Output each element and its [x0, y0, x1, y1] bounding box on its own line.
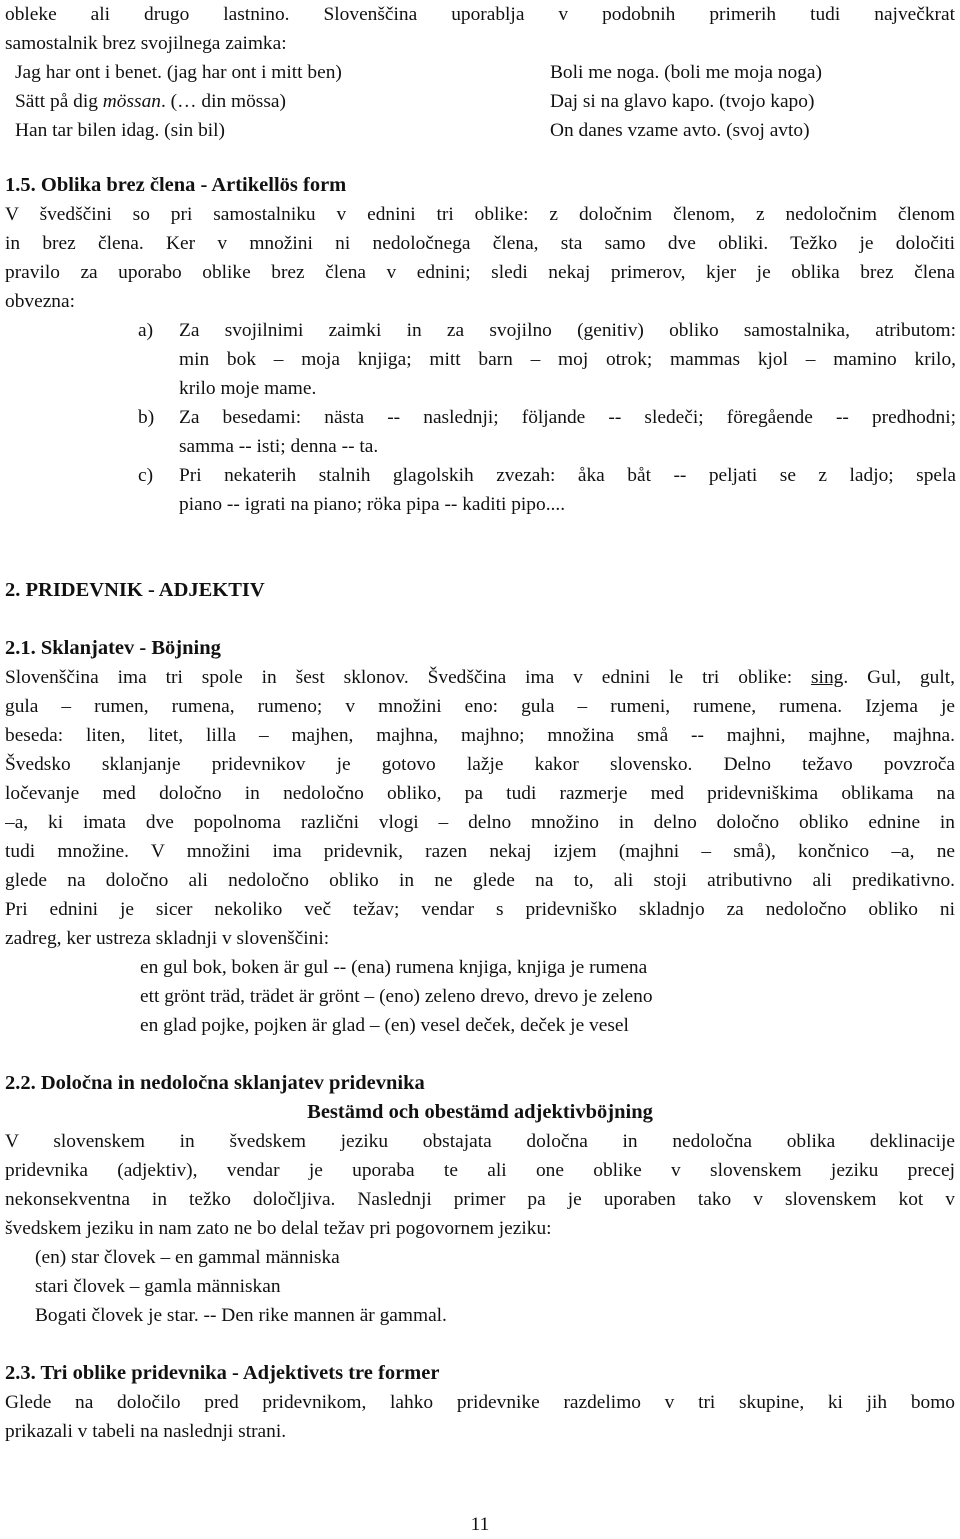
body-line: Slovenščina ima tri spole in šest sklonov. Švedščina ima v ednini le tri oblike: sing. Gul, gult,: [5, 667, 955, 688]
list-line: Za besedami: nästa -- naslednji; följande -- sledeči; föregående -- predhodni;: [179, 407, 956, 428]
section-heading: 2.1. Sklanjatev - Böjning: [5, 637, 221, 659]
example-line: stari človek – gamla människan: [35, 1276, 281, 1297]
list-line: piano -- igrati na piano; röka pipa -- kaditi pipo....: [179, 494, 566, 515]
example-line: en glad pojke, pojken är glad – (en) vesel deček, deček je vesel: [140, 1015, 629, 1036]
body-line: gula – rumen, rumena, rumeno; v množini eno: gula – rumeni, rumene, rumena. Izjema je: [5, 696, 955, 717]
example-slovene: On danes vzame avto. (svoj avto): [550, 120, 810, 141]
body-line: tudi množine. V množini ima pridevnik, razen nekaj izjem (majhni – små), končnico –a, ne: [5, 841, 955, 862]
section-2-1: [5, 634, 955, 953]
list-label: a): [138, 320, 154, 341]
example-line: en gul bok, boken är gul -- (ena) rumena knjiga, knjiga je rumena: [140, 957, 648, 978]
list-line: samma -- isti; denna -- ta.: [179, 436, 379, 457]
example-line: (en) star človek – en gammal människa: [35, 1247, 340, 1268]
body-line: Glede na določilo pred pridevnikom, lahko pridevnike razdelimo v tri skupine, ki jih bomo: [5, 1392, 955, 1413]
body-line: pridevnika (adjektiv), vendar je uporaba te ali one oblike v slovenskem jeziku precej: [5, 1160, 955, 1181]
list-line: Za svojilnimi zaimki in za svojilno (genitiv) obliko samostalnika, atributom:: [179, 320, 956, 341]
example-line: ett grönt träd, trädet är grönt – (eno) zeleno drevo, drevo je zeleno: [140, 986, 653, 1007]
intro-line: samostalnik brez svojilnega zaimka:: [5, 33, 287, 54]
body-line: Pri ednini je sicer nekoliko več težav; vendar s pridevniško skladnjo za nedoločno obliko ni: [5, 899, 955, 920]
section-heading: 2.2. Določna in nedoločna sklanjatev pridevnika: [5, 1072, 425, 1094]
section-heading: 1.5. Oblika brez člena - Artikellös form: [5, 174, 347, 196]
body-line: nekonsekventna in težko določljiva. Naslednji primer pa je uporaben tako v slovenskem kot v: [5, 1189, 955, 1210]
intro-line: obleke ali drugo lastnino. Slovenščina uporablja v podobnih primerih tudi največkrat: [5, 4, 955, 25]
body-line: obvezna:: [5, 291, 75, 312]
example-swedish: Sätt på dig mössan. (… din mössa): [15, 91, 286, 112]
body-line: švedskem jeziku in nam zato ne bo delal težav pri pogovornem jeziku:: [5, 1218, 552, 1239]
section-heading: 2.3. Tri oblike pridevnika - Adjektivets tre former: [5, 1362, 440, 1384]
chapter-heading: 2. PRIDEVNIK - ADJEKTIV: [5, 579, 265, 601]
body-line: V švedščini so pri samostalniku v ednini tri oblike: z določnim členom, z nedoločnim členom: [5, 204, 955, 225]
chapter-2: [5, 576, 955, 605]
list-line: Pri nekaterih stalnih glagolskih zvezah: åka båt -- peljati se z ladjo; spela: [179, 465, 956, 486]
body-line: –a, ki imata dve popolnoma različni vlogi – delno množino in delno določno obliko ednine in: [5, 812, 955, 833]
list-line: krilo moje mame.: [179, 378, 317, 399]
body-line: pravilo za uporabo oblike brez člena v ednini; sledi nekaj primerov, kjer je oblika brez člena: [5, 262, 955, 283]
body-line: V slovenskem in švedskem jeziku obstajata določna in nedoločna oblika deklinacije: [5, 1131, 955, 1152]
example-slovene: Daj si na glavo kapo. (tvojo kapo): [550, 91, 815, 112]
list-label: c): [138, 465, 154, 486]
section-2-3: [5, 1359, 955, 1446]
list-line: min bok – moja knjiga; mitt barn – moj otrok; mammas kjol – mamino krilo,: [179, 349, 956, 370]
example-slovene: Boli me noga. (boli me moja noga): [550, 62, 822, 83]
section-2-2: [5, 1069, 955, 1243]
section-1-5: [5, 171, 955, 316]
body-line: prikazali v tabeli na naslednji strani.: [5, 1421, 287, 1442]
intro-paragraph: [5, 0, 955, 58]
body-line: ločevanje med določno in nedoločno obliko, pa tudi razmerje med pridevniškima oblikama na: [5, 783, 955, 804]
body-line: beseda: liten, litet, lilla – majhen, majhna, majhno; množina små -- majhni, majhne, majhna.: [5, 725, 955, 746]
example-swedish: Jag har ont i benet. (jag har ont i mitt ben): [15, 62, 342, 83]
body-line: in brez člena. Ker v množini ni nedoločnega člena, sta samo dve obliki. Težko je določiti: [5, 233, 955, 254]
section-subheading: Bestämd och obestämd adjektivböjning: [307, 1101, 653, 1123]
list-label: b): [138, 407, 155, 428]
body-line: zadreg, ker ustreza skladnji v slovenščini:: [5, 928, 330, 949]
example-swedish: Han tar bilen idag. (sin bil): [15, 120, 226, 141]
example-line: Bogati človek je star. -- Den rike mannen är gammal.: [35, 1305, 447, 1326]
page-number: 11: [470, 1514, 490, 1535]
body-line: glede na določno ali nedoločno obliko in ne glede na to, ali stoji atributivno ali predikativno.: [5, 870, 955, 891]
body-line: Švedsko sklanjanje pridevnikov je gotovo lažje kakor slovensko. Delno težavo povzroča: [5, 754, 955, 775]
